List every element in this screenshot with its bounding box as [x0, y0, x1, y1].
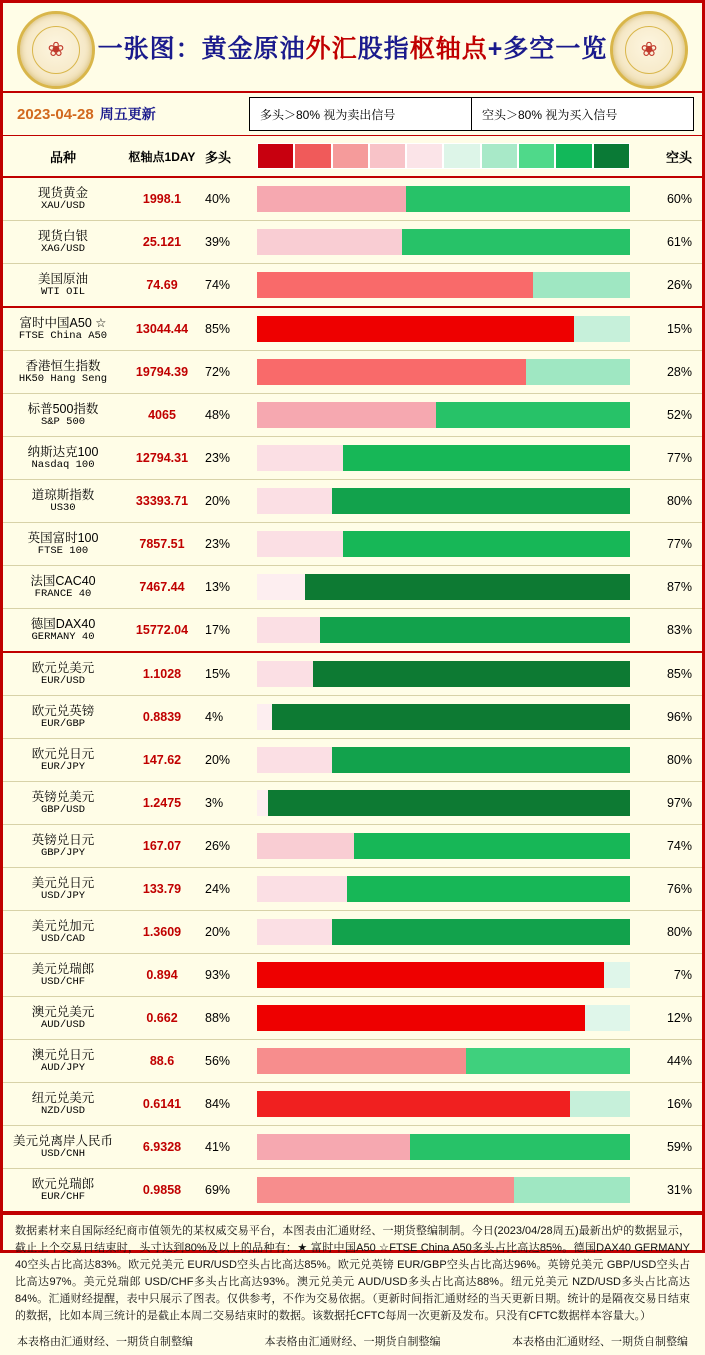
sentiment-bar	[257, 919, 630, 945]
bar-segment-long	[257, 876, 347, 902]
sentiment-bar	[257, 574, 630, 600]
instrument-name	[3, 1005, 123, 1031]
bar-segment-long	[257, 574, 305, 600]
long-percent: 26%	[205, 839, 231, 853]
color-scale	[257, 143, 630, 169]
pivot-value: 1.3609	[142, 925, 182, 939]
bar-segment-long	[257, 617, 320, 643]
table-row[interactable]	[3, 1083, 702, 1126]
instrument-name-en: NZD/USD	[40, 1105, 86, 1118]
instrument-name	[3, 1048, 123, 1074]
long-percent: 39%	[205, 235, 231, 249]
long-percent: 24%	[205, 882, 231, 896]
instrument-name-en: USD/CAD	[40, 933, 86, 946]
instrument-name-en: Nasdaq 100	[31, 459, 95, 472]
instrument-name-en: XAG/USD	[40, 243, 86, 256]
instrument-name-cn: 现货黄金	[37, 185, 88, 200]
table-row[interactable]	[3, 437, 702, 480]
pivot-value: 0.9858	[142, 1183, 182, 1197]
instrument-name-cn: 澳元兑日元	[31, 1047, 95, 1062]
bar-segment-long	[257, 229, 402, 255]
table-row[interactable]	[3, 1040, 702, 1083]
instrument-name	[3, 1177, 123, 1203]
table-row[interactable]	[3, 696, 702, 739]
sentiment-bar	[257, 962, 630, 988]
instrument-name-en: WTI OIL	[40, 286, 86, 299]
sentiment-bar	[257, 617, 630, 643]
table-row[interactable]	[3, 868, 702, 911]
instrument-name-en: USD/CHF	[40, 976, 86, 989]
bar-segment-short	[272, 704, 630, 730]
instrument-name-en: AUD/USD	[40, 1019, 86, 1032]
col-name: 品种	[49, 149, 76, 165]
instrument-name	[3, 833, 123, 859]
pivot-value: 74.69	[146, 278, 178, 292]
short-percent: 77%	[666, 537, 692, 551]
column-header	[3, 136, 702, 178]
short-percent: 60%	[666, 192, 692, 206]
instrument-name-en: GBP/JPY	[40, 847, 86, 860]
date-value: 2023-04-28	[17, 106, 94, 123]
instrument-name	[3, 1134, 123, 1160]
credit-3: 本表格由汇通财经、一期货自制整编	[512, 1336, 688, 1349]
legend-row	[3, 93, 702, 136]
pivot-value: 0.894	[146, 968, 178, 982]
short-percent: 83%	[666, 623, 692, 637]
short-percent: 96%	[666, 710, 692, 724]
table-group-0	[3, 178, 702, 308]
sentiment-bar	[257, 876, 630, 902]
table-row[interactable]	[3, 394, 702, 437]
table-row[interactable]	[3, 954, 702, 997]
pivot-value: 12794.31	[135, 451, 189, 465]
bar-segment-long	[257, 186, 406, 212]
color-swatch-2	[332, 143, 369, 169]
credit-2: 本表格由汇通财经、一期货自制整编	[264, 1336, 441, 1349]
short-percent: 16%	[666, 1097, 692, 1111]
bar-segment-long	[257, 704, 272, 730]
pivot-value: 1.2475	[142, 796, 182, 810]
instrument-name-en: FRANCE 40	[34, 588, 92, 601]
short-percent: 31%	[666, 1183, 692, 1197]
instrument-name	[3, 402, 123, 428]
sentiment-bar	[257, 790, 630, 816]
bar-segment-short	[410, 1134, 630, 1160]
instrument-name	[3, 876, 123, 902]
long-percent: 13%	[205, 580, 231, 594]
short-percent: 87%	[666, 580, 692, 594]
table-row[interactable]	[3, 997, 702, 1040]
table-row[interactable]	[3, 308, 702, 351]
decorative-seal-left-icon	[17, 11, 95, 89]
bar-segment-long	[257, 488, 332, 514]
long-percent: 20%	[205, 925, 231, 939]
instrument-name-cn: 法国CAC40	[30, 573, 96, 588]
instrument-name	[3, 531, 123, 557]
instrument-name-en: EUR/GBP	[40, 718, 86, 731]
table-group-1	[3, 308, 702, 653]
sentiment-bar	[257, 1005, 630, 1031]
instrument-name	[3, 229, 123, 255]
sentiment-bar	[257, 747, 630, 773]
table-row[interactable]	[3, 221, 702, 264]
sentiment-bar	[257, 1134, 630, 1160]
table-row[interactable]	[3, 1126, 702, 1169]
long-percent: 4%	[205, 710, 224, 724]
sentiment-bar	[257, 272, 630, 298]
bar-segment-short	[332, 919, 630, 945]
bar-segment-long	[257, 1005, 585, 1031]
instrument-name-cn: 美国原油	[37, 271, 88, 286]
instrument-name-en: XAU/USD	[40, 200, 86, 213]
short-percent: 12%	[666, 1011, 692, 1025]
bar-segment-short	[268, 790, 630, 816]
long-percent: 41%	[205, 1140, 231, 1154]
short-percent: 61%	[666, 235, 692, 249]
title-part-1: 一张图：黄金原油	[97, 35, 306, 63]
instrument-name-cn: 香港恒生指数	[25, 358, 101, 373]
long-percent: 20%	[205, 494, 231, 508]
bar-segment-short	[343, 445, 630, 471]
long-percent: 56%	[205, 1054, 231, 1068]
instrument-name	[3, 919, 123, 945]
instrument-name-cn: 现货白银	[37, 228, 88, 243]
bar-segment-short	[320, 617, 630, 643]
instrument-name-en: USD/CNH	[40, 1148, 86, 1161]
instrument-name-cn: 欧元兑日元	[31, 746, 95, 761]
bar-segment-long	[257, 359, 526, 385]
instrument-name-en: AUD/JPY	[40, 1062, 86, 1075]
legend-long-rule: 多头＞80% 视为卖出信号	[260, 107, 396, 122]
instrument-name-en: FTSE 100	[37, 545, 89, 558]
bar-segment-short	[570, 1091, 630, 1117]
instrument-name-en: GBP/USD	[40, 804, 86, 817]
decorative-seal-right-icon	[610, 11, 688, 89]
bar-segment-long	[257, 272, 533, 298]
pivot-value: 7467.44	[139, 580, 185, 594]
bar-segment-long	[257, 919, 332, 945]
instrument-name-en: EUR/USD	[40, 675, 86, 688]
col-short: 空头	[665, 149, 692, 165]
sentiment-bar	[257, 1091, 630, 1117]
bar-segment-long	[257, 790, 268, 816]
instrument-name-cn: 道琼斯指数	[31, 487, 95, 502]
sentiment-bar	[257, 445, 630, 471]
color-swatch-3	[369, 143, 406, 169]
table-row[interactable]	[3, 178, 702, 221]
instrument-name-cn: 澳元兑美元	[31, 1004, 95, 1019]
color-swatch-6	[481, 143, 518, 169]
instrument-name	[3, 488, 123, 514]
color-swatch-9	[593, 143, 630, 169]
pivot-value: 0.8839	[142, 710, 182, 724]
long-percent: 23%	[205, 537, 231, 551]
long-percent: 72%	[205, 365, 231, 379]
short-percent: 26%	[666, 278, 692, 292]
instrument-name	[3, 445, 123, 471]
bar-segment-long	[257, 1134, 410, 1160]
instrument-name-cn: 欧元兑美元	[31, 660, 95, 675]
bar-segment-short	[354, 833, 630, 859]
long-percent: 48%	[205, 408, 231, 422]
color-swatch-0	[257, 143, 294, 169]
sentiment-bar	[257, 316, 630, 342]
long-percent: 93%	[205, 968, 231, 982]
update-date	[3, 104, 249, 124]
instrument-name-cn: 纳斯达克100	[27, 444, 99, 459]
short-percent: 97%	[666, 796, 692, 810]
title-part-4: 枢轴点	[409, 35, 488, 63]
pivot-value: 147.62	[142, 753, 182, 767]
sentiment-bar	[257, 833, 630, 859]
instrument-name	[3, 1091, 123, 1117]
bar-segment-short	[514, 1177, 630, 1203]
long-percent: 85%	[205, 322, 231, 336]
footnote: 数据素材来自国际经纪商市值领先的某权威交易平台，本图表由汇通财经、一期货整编制制。今日(2023/04/28周五)最新出炉的数据显示，截止上个交易日结束时，头寸达到80%及以上的品种有：★ 富时中国A50 ☆FTSE China A50多头占比高达85%。德国DAX40 GERMANY 40空头占比高达83%。欧元兑美元 EUR/USD空头占比高达85%。欧元兑英镑 EUR/GBP空头占比高达96%。英镑兑美元 GBP/USD空头占比高达97%。美元兑瑞郎 USD/CHF多头占比高达93%。澳元兑美元 AUD/USD多头占比高达88%。纽元兑美元 NZD/USD多头占比高达84%。汇通财经提醒，表中只展示了图表。仅供参考，不作为交易依据。（更新时间指汇通财经的当天更新日期。统计的是隔夜交易日结束的数据，比如本周三统计的是截止本周二交易结束时的数据。该数据托CFTC每周一次更新及发布。只没有CFTC数据样本容量大。）	[3, 1213, 702, 1329]
sentiment-bar	[257, 1177, 630, 1203]
weekday-value: 周五更新	[99, 106, 156, 122]
pivot-value: 13044.44	[135, 322, 189, 336]
table-row[interactable]	[3, 825, 702, 868]
short-percent: 52%	[666, 408, 692, 422]
pivot-value: 0.662	[146, 1011, 178, 1025]
header	[3, 3, 702, 93]
short-percent: 59%	[666, 1140, 692, 1154]
pivot-value: 1.1028	[142, 667, 182, 681]
bar-segment-long	[257, 747, 332, 773]
pivot-value: 0.6141	[142, 1097, 182, 1111]
bar-segment-short	[402, 229, 630, 255]
table-row[interactable]	[3, 264, 702, 306]
short-percent: 80%	[666, 494, 692, 508]
sentiment-bar	[257, 488, 630, 514]
bar-segment-short	[526, 359, 630, 385]
bar-segment-long	[257, 445, 343, 471]
long-percent: 84%	[205, 1097, 231, 1111]
instrument-name-cn: 纽元兑美元	[31, 1090, 95, 1105]
sentiment-bar	[257, 229, 630, 255]
long-percent: 17%	[205, 623, 231, 637]
long-percent: 88%	[205, 1011, 231, 1025]
bar-segment-short	[585, 1005, 630, 1031]
instrument-name	[3, 962, 123, 988]
instrument-name-en: USD/JPY	[40, 890, 86, 903]
bar-segment-long	[257, 962, 604, 988]
short-percent: 85%	[666, 667, 692, 681]
instrument-name	[3, 617, 123, 643]
instrument-name-en: US30	[50, 502, 76, 515]
short-percent: 7%	[673, 968, 692, 982]
color-swatch-8	[555, 143, 592, 169]
instrument-name	[3, 359, 123, 385]
table-row[interactable]	[3, 782, 702, 825]
table-group-2	[3, 653, 702, 1213]
instrument-name-cn: 美元兑日元	[31, 875, 95, 890]
sentiment-bar	[257, 359, 630, 385]
short-percent: 15%	[666, 322, 692, 336]
instrument-name	[3, 272, 123, 298]
bar-segment-short	[332, 747, 630, 773]
bar-segment-short	[347, 876, 630, 902]
color-swatch-1	[294, 143, 331, 169]
instrument-name-cn: 英镑兑美元	[31, 789, 95, 804]
pivot-value: 167.07	[142, 839, 182, 853]
long-percent: 15%	[205, 667, 231, 681]
bar-segment-short	[305, 574, 630, 600]
pivot-value: 19794.39	[135, 365, 189, 379]
instrument-name-cn: 德国DAX40	[30, 616, 96, 631]
data-table	[3, 178, 702, 1213]
instrument-name-en: HK50 Hang Seng	[18, 373, 108, 386]
instrument-name-cn: 美元兑瑞郎	[31, 961, 95, 976]
credit-1: 本表格由汇通财经、一期货自制整编	[17, 1336, 193, 1349]
table-row[interactable]	[3, 480, 702, 523]
credits	[3, 1329, 702, 1355]
instrument-name	[3, 747, 123, 773]
bar-segment-short	[466, 1048, 630, 1074]
long-percent: 20%	[205, 753, 231, 767]
long-percent: 23%	[205, 451, 231, 465]
instrument-name-cn: 美元兑加元	[31, 918, 95, 933]
bar-segment-short	[574, 316, 630, 342]
instrument-name-cn: 欧元兑英镑	[31, 703, 95, 718]
table-row[interactable]	[3, 609, 702, 651]
instrument-name	[3, 704, 123, 730]
title-part-5: +多空一览	[487, 35, 608, 63]
instrument-name	[3, 790, 123, 816]
bar-segment-short	[533, 272, 630, 298]
instrument-name-cn: 英镑兑日元	[31, 832, 95, 847]
instrument-name-en: EUR/CHF	[40, 1191, 86, 1204]
bar-segment-long	[257, 1091, 570, 1117]
legend-box	[249, 97, 694, 131]
instrument-name-en: EUR/JPY	[40, 761, 86, 774]
short-percent: 44%	[666, 1054, 692, 1068]
sentiment-bar	[257, 186, 630, 212]
bar-segment-long	[257, 1048, 466, 1074]
short-percent: 76%	[666, 882, 692, 896]
long-percent: 69%	[205, 1183, 231, 1197]
bar-segment-short	[313, 661, 630, 687]
instrument-name-cn: 美元兑离岸人民币	[12, 1133, 113, 1148]
bar-segment-long	[257, 531, 343, 557]
pivot-value: 6.9328	[142, 1140, 182, 1154]
short-percent: 80%	[666, 753, 692, 767]
col-pivot: 枢轴点1DAY	[128, 149, 196, 164]
pivot-value: 25.121	[142, 235, 182, 249]
sentiment-bar	[257, 402, 630, 428]
instrument-name	[3, 316, 123, 342]
table-row[interactable]	[3, 653, 702, 696]
title-part-3: 股指	[357, 35, 410, 63]
color-swatch-7	[518, 143, 555, 169]
table-row[interactable]	[3, 566, 702, 609]
bar-segment-short	[343, 531, 630, 557]
seal-left-glyph: ❀	[32, 26, 80, 74]
instrument-name-cn: 英国富时100	[27, 530, 99, 545]
instrument-name-cn: 富时中国A50 ☆	[19, 315, 107, 330]
page-title	[98, 29, 608, 65]
bar-segment-long	[257, 1177, 514, 1203]
instrument-name-cn: 标普500指数	[27, 401, 99, 416]
short-percent: 80%	[666, 925, 692, 939]
long-percent: 40%	[205, 192, 231, 206]
bar-segment-long	[257, 316, 574, 342]
pivot-value: 4065	[148, 408, 176, 422]
short-percent: 77%	[666, 451, 692, 465]
title-part-2: 外汇	[305, 35, 358, 63]
table-row[interactable]	[3, 1169, 702, 1211]
short-percent: 28%	[666, 365, 692, 379]
color-swatch-5	[443, 143, 480, 169]
table-row[interactable]	[3, 523, 702, 566]
seal-right-glyph: ❀	[625, 26, 673, 74]
long-percent: 3%	[205, 796, 224, 810]
instrument-name-en: S&P 500	[40, 416, 86, 429]
sentiment-bar	[257, 531, 630, 557]
color-swatch-4	[406, 143, 443, 169]
sentiment-bar	[257, 1048, 630, 1074]
pivot-value: 15772.04	[135, 623, 189, 637]
long-percent: 74%	[205, 278, 231, 292]
table-row[interactable]	[3, 911, 702, 954]
instrument-name	[3, 574, 123, 600]
instrument-name-en: GERMANY 40	[31, 631, 95, 644]
bar-segment-short	[604, 962, 630, 988]
sentiment-bar	[257, 661, 630, 687]
col-long: 多头	[205, 149, 232, 165]
bar-segment-short	[332, 488, 630, 514]
pivot-value: 33393.71	[135, 494, 189, 508]
bar-segment-long	[257, 833, 354, 859]
short-percent: 74%	[666, 839, 692, 853]
pivot-value: 1998.1	[142, 192, 182, 206]
bar-segment-short	[406, 186, 630, 212]
bar-segment-long	[257, 402, 436, 428]
pivot-value: 133.79	[142, 882, 182, 896]
legend-short-rule: 空头＞80% 视为买入信号	[471, 98, 693, 130]
sentiment-bar	[257, 704, 630, 730]
table-row[interactable]	[3, 739, 702, 782]
bar-segment-short	[436, 402, 630, 428]
instrument-name	[3, 661, 123, 687]
pivot-value: 7857.51	[139, 537, 185, 551]
instrument-name-en: FTSE China A50	[18, 330, 108, 343]
instrument-name	[3, 186, 123, 212]
table-row[interactable]	[3, 351, 702, 394]
instrument-name-cn: 欧元兑瑞郎	[31, 1176, 95, 1191]
pivot-value: 88.6	[149, 1054, 175, 1068]
bar-segment-long	[257, 661, 313, 687]
